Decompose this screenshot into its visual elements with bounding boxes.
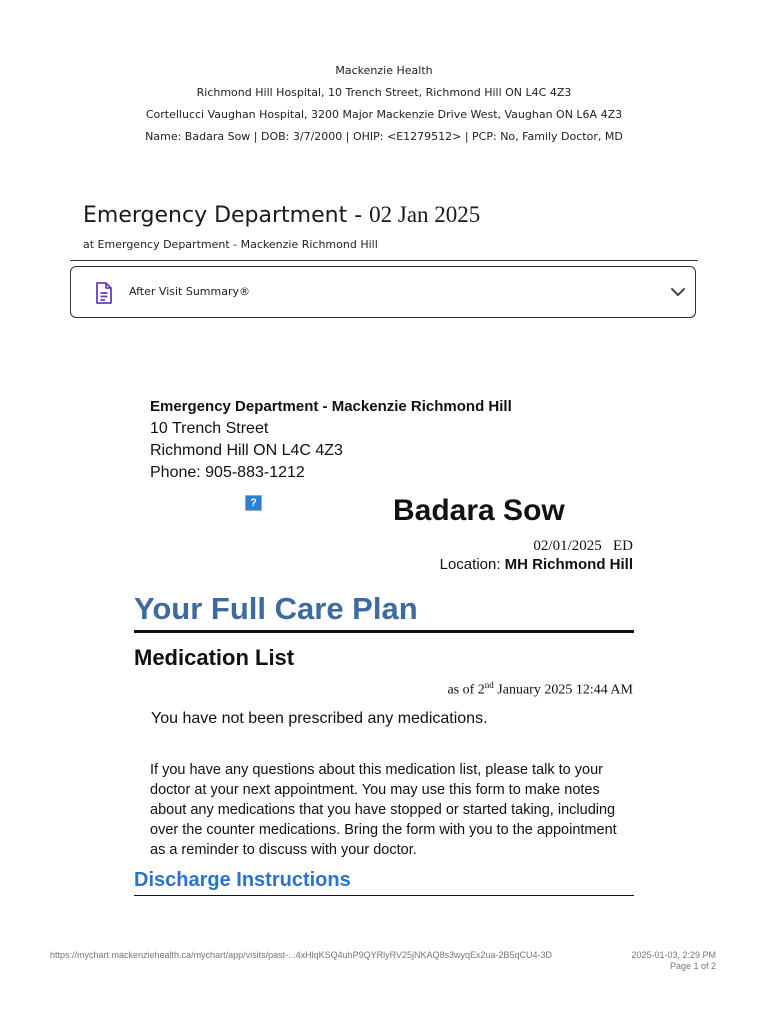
visit-date: 02/01/2025 ED <box>533 538 633 554</box>
location-label: Location: <box>439 556 505 573</box>
department-phone: Phone: 905-883-1212 <box>150 464 305 481</box>
as-of-ordinal: nd <box>484 680 494 690</box>
medication-instructions: If you have any questions about this medication list, please talk to your doctor at your next appointment. You may use this form to make notes about any medications that you have stopped or started taking, including over the counter medications. Bring the form with you to the appointment as a reminder to discuss with your doctor. <box>150 762 617 858</box>
department-name: Emergency Department - Mackenzie Richmond Hill <box>150 398 512 415</box>
visit-subtitle: at Emergency Department - Mackenzie Richmond Hill <box>83 238 378 251</box>
discharge-instructions-link[interactable]: Discharge Instructions <box>134 869 351 891</box>
patient-name: Badara Sow <box>393 494 565 527</box>
medication-list-title: Medication List <box>134 645 295 670</box>
org-name: Mackenzie Health <box>335 64 433 77</box>
document-icon <box>93 281 115 305</box>
discharge-divider <box>134 895 634 896</box>
footer-url: https://mychart.mackenziehealth.ca/mychart/app/visits/past-...4xHlqKSQ4uhP9QYRlyRV25jNKAQ8s3wyqEx2ua-2B5qCU4-3D <box>50 950 553 960</box>
visit-title <box>83 202 480 228</box>
department-street: 10 Trench Street <box>150 420 269 437</box>
location-value: MH Richmond Hill <box>504 556 633 573</box>
visit-location <box>440 556 633 573</box>
broken-image-icon: ? <box>245 495 262 511</box>
patient-info-line: Name: Badara Sow | DOB: 3/7/2000 | OHIP: <E1279512> | PCP: No, Family Doctor, MD <box>145 130 623 143</box>
as-of-suffix: January 2025 12:44 AM <box>493 682 633 698</box>
hospital-address-2: Cortellucci Vaughan Hospital, 3200 Major Mackenzie Drive West, Vaughan ON L6A 4Z3 <box>145 108 623 121</box>
hospital-address-1: Richmond Hill Hospital, 10 Trench Street, Richmond Hill ON L4C 4Z3 <box>196 86 572 99</box>
footer-meta <box>631 950 716 972</box>
divider <box>70 260 698 261</box>
no-medications-text: You have not been prescribed any medications. <box>151 710 488 727</box>
chevron-down-icon[interactable] <box>669 283 687 301</box>
department-address <box>150 396 512 484</box>
as-of-prefix: as of 2 <box>447 682 485 698</box>
care-plan-title: Your Full Care Plan <box>134 591 418 626</box>
footer-timestamp: 2025-01-03, 2:29 PM <box>631 950 716 960</box>
after-visit-summary-label: After Visit Summary® <box>129 285 251 298</box>
visit-title-date: 02 Jan 2025 <box>369 202 481 227</box>
medication-as-of <box>447 680 633 699</box>
care-plan-divider <box>134 630 634 633</box>
after-visit-summary-accordion[interactable] <box>70 266 696 318</box>
department-city: Richmond Hill ON L4C 4Z3 <box>150 442 343 459</box>
footer-page-number: Page 1 of 2 <box>669 961 716 971</box>
visit-title-prefix: Emergency Department - <box>83 203 370 228</box>
letterhead <box>0 60 768 148</box>
